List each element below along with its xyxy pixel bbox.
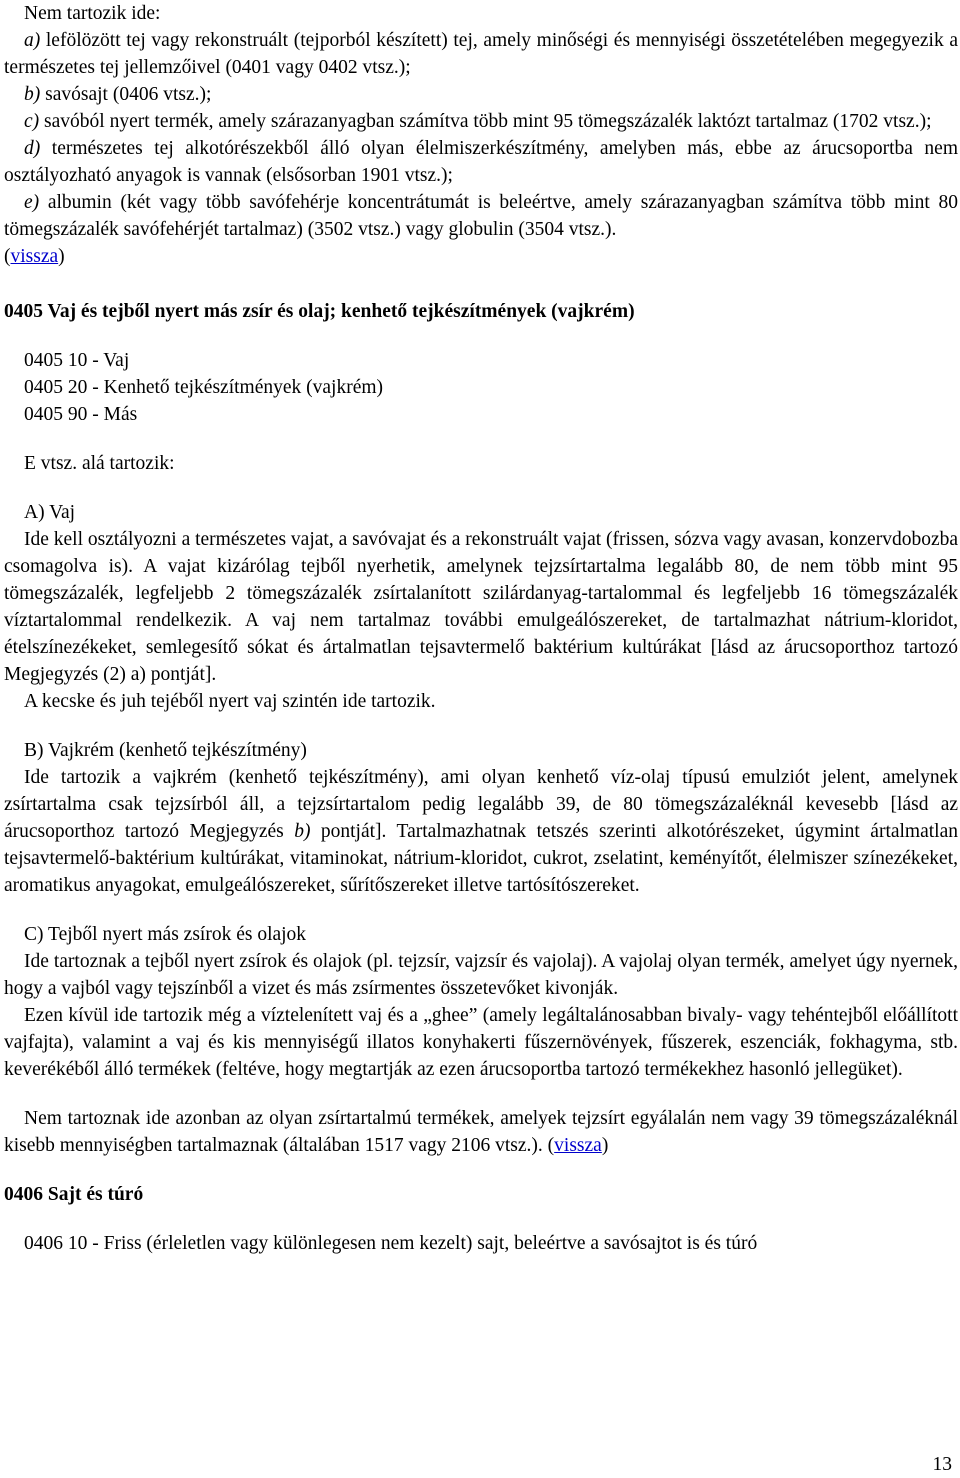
back-link-2[interactable]: vissza: [554, 1135, 602, 1156]
exclusion-item-a: a) lefölözött tej vagy rekonstruált (tejporból készített) tej, amely minőségi és mennyiségi összetételében megegyezik a természetes tej jellemzőivel (0401 vagy 0402 vtsz.);: [4, 30, 958, 78]
section-c-paragraph: Ide tartoznak a tejből nyert zsírok és olajok (pl. tejzsír, vajzsír és vajolaj). A vajolaj olyan termék, amelyet úgy nyernek, hogy a vajból vagy tejszínből a vizet és más zsírmentes összetevőket kivonják.: [4, 951, 958, 999]
exclusion-item-c: c) savóból nyert termék, amely szárazanyagban számítva több mint 95 tömegszázalék laktózt tartalmaz (1702 vtsz.);: [24, 111, 932, 132]
section-c-paragraph-2: Ezen kívül ide tartozik még a víztelenített vaj és a „ghee” (amely legáltalánosabban bivaly- vagy tehéntejből előállított vajfajta), valamint a vaj és kis mennyiségű illatos konyhakerti fűszernövények, fűszerek, eszenciák, fokhagyma, stb. keverékéből álló termékek (feltéve, hogy megtartják az ezen árucsoportba tartozó termékekhez hasonló jellegüket).: [4, 1005, 958, 1080]
subheading-0405-20: 0405 20 - Kenhető tejkészítmények (vajkrém): [24, 377, 384, 398]
exclusion-title: Nem tartozik ide:: [24, 3, 161, 24]
heading-0406: 0406 Sajt és túró: [4, 1184, 144, 1205]
subheading-0405-10: 0405 10 - Vaj: [24, 350, 130, 371]
exclusion-item-e: e) albumin (két vagy több savófehérje koncentrátumát is beleértve, amely szárazanyagban számítva több mint 80 tömegszázalék savófehérjét tartalmaz) (3502 vtsz.) vagy globulin (3504 vtsz.).: [4, 192, 958, 240]
section-a-paragraph: Ide kell osztályozni a természetes vajat, a savóvajat és a rekonstruált vajat (frissen, sózva vagy avasan, konzervdobozba csomagolva is). A vajat kizárólag tejből nyerhetik, amelynek tejzsírtartalma legalább 80, de nem több mint 95 tömegszázalék, legfeljebb 2 tömegszázalék zsírtalanított szilárdanyag-tartalommal és legfeljebb 16 tömegszázalék víztartalommal rendelkezik. A vaj nem tartalmaz további emulgeálószereket, de tartalmazhat nátrium-kloridot, ételszínezékeket, semlegesítő sókat és ártalmatlan tejsavtermelő baktérium kultúrákat [lásd az árucsoporthoz tartozó Megjegyzés (2) a) pontját].: [4, 529, 959, 685]
subheading-0406-10: 0406 10 - Friss (érleletlen vagy különlegesen nem kezelt) sajt, beleértve a savósajtot is és túró: [24, 1233, 758, 1254]
back-link[interactable]: vissza: [10, 246, 59, 267]
exclusion-item-d: d) természetes tej alkotórészekből álló olyan élelmiszerkészítmény, amelyben más, ebbe az árucsoportba nem osztályozható anyagok is vannak (elsősorban 1901 vtsz.);: [4, 138, 958, 186]
section-b-title: B) Vajkrém (kenhető tejkészítmény): [24, 740, 307, 761]
includes-label: E vtsz. alá tartozik:: [24, 453, 175, 474]
section-a-title: A) Vaj: [24, 502, 76, 523]
exclusion-0405: Nem tartoznak ide azonban az olyan zsírtartalmú termékek, amelyek tejzsírt egyálalán nem vagy 39 tömegszázaléknál kisebb mennyiségben tartalmaznak (általában 1517 vagy 2106 vtsz.). (vissza): [4, 1108, 958, 1156]
section-a-paragraph-2: A kecske és juh tejéből nyert vaj szintén ide tartozik.: [24, 691, 436, 712]
heading-0405: 0405 Vaj és tejből nyert más zsír és olaj; kenhető tejkészítmények (vajkrém): [4, 301, 635, 322]
back-link-line: (vissza): [4, 246, 65, 267]
section-b-paragraph: Ide tartozik a vajkrém (kenhető tejkészítmény), ami olyan kenhető víz-olaj típusú emulziót jelent, amelynek zsírtartalma csak tejzsírból áll, a tejzsírtartalom pedig legalább 39, de 80 tömegszázaléknál kevesebb [lásd az árucsoporthoz tartozó Megjegyzés b) pontját]. Tartalmazhatnak tetszés szerinti alkotórészeket, úgymint ártalmatlan tejsavtermelő-baktérium kultúrákat, vitaminokat, nátrium-kloridot, cukrot, zselatint, keményítőt, élelmiszer színezékeket, aromatikus anyagokat, emulgeálószereket, sűrítőszereket illetve tartósítószereket.: [4, 767, 958, 896]
page-number: 13: [932, 1454, 952, 1475]
subheading-0405-90: 0405 90 - Más: [24, 404, 138, 425]
exclusion-item-b: b) savósajt (0406 vtsz.);: [24, 84, 212, 105]
document-page: [4, 0, 958, 1257]
section-c-title: C) Tejből nyert más zsírok és olajok: [24, 924, 307, 945]
